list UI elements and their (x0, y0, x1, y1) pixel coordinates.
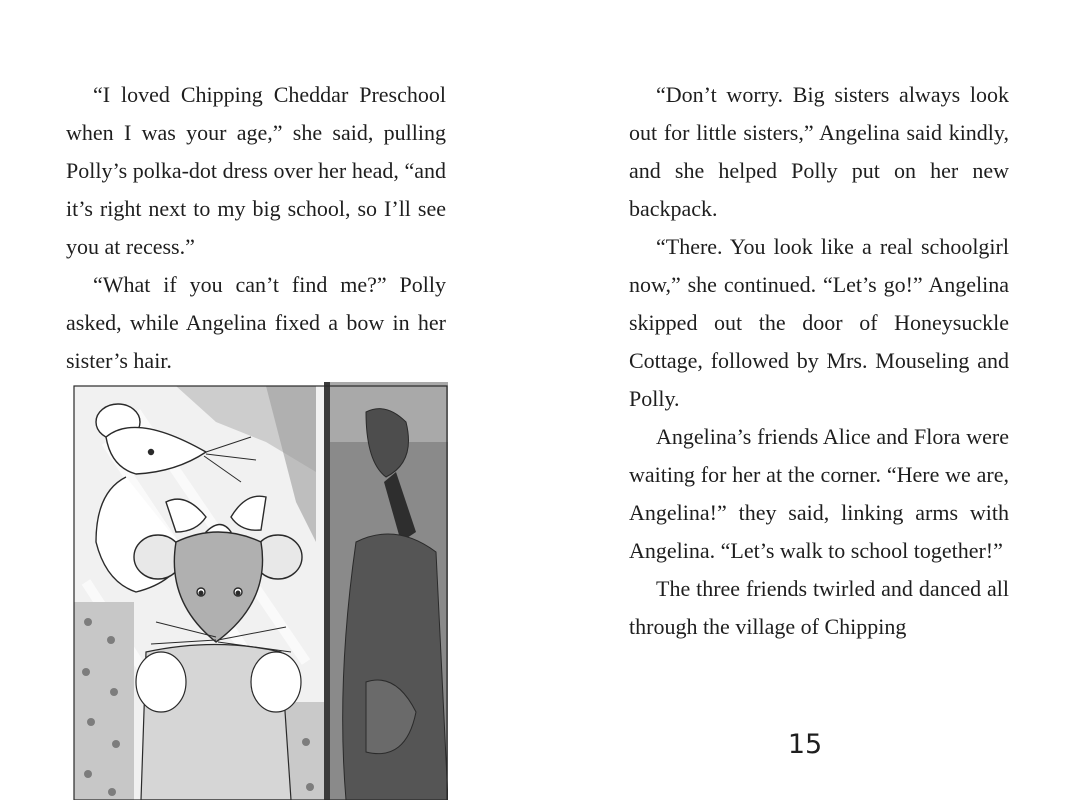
page-number: 15 (787, 729, 823, 760)
paragraph: “There. You look like a real schoolgirl now,” she continued. “Let’s go!” Angelina skipped out the door of Honeysuckle Cottage, followed by Mrs. Mouseling and Polly. (629, 234, 1009, 411)
left-text-column (66, 76, 446, 380)
paragraph: “Don’t worry. Big sisters always look out for little sisters,” Angelina said kindly, and she helped Polly put on her new backpack. (629, 82, 1009, 221)
paragraph: “I loved Chipping Cheddar Preschool when I was your age,” she said, pulling Polly’s polka-dot dress over her head, “and it’s right next to my big school, so I’ll see you at recess.” (66, 82, 446, 259)
paragraph: The three friends twirled and danced all through the village of Chipping (629, 576, 1009, 639)
paragraph: Angelina’s friends Alice and Flora were waiting for her at the corner. “Here we are, Angelina!” they said, linking arms with Angelina. “Let’s walk to school together!” (629, 424, 1009, 563)
paragraph: “What if you can’t find me?” Polly asked, while Angelina fixed a bow in her sister’s hair. (66, 272, 446, 373)
illustration (66, 382, 448, 800)
right-text-column (629, 76, 1009, 646)
